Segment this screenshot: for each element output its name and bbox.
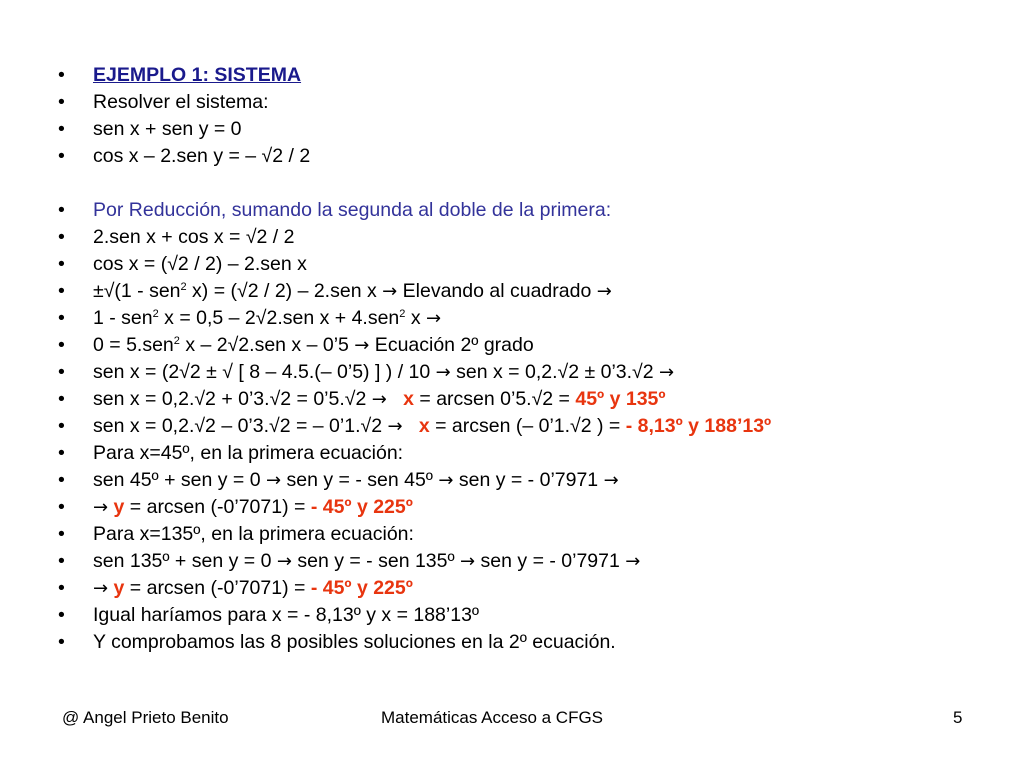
arrow-icon: →: [382, 281, 398, 302]
arrow-icon: →: [426, 308, 442, 329]
list-item: [58, 494, 998, 521]
line-text: sen y = - sen 45º: [281, 469, 439, 491]
bullet: •: [58, 280, 65, 302]
arrow-icon: →: [371, 389, 387, 410]
bullet: •: [58, 334, 65, 356]
list-item: [58, 278, 998, 305]
solution-x: - 8,13º y 188’13º: [625, 415, 772, 437]
list-item: [58, 305, 998, 332]
line-text: 1 - sen: [93, 307, 153, 329]
exponent: 2: [180, 281, 187, 293]
bullet: •: [58, 64, 65, 86]
bullet: •: [58, 199, 65, 221]
exponent: 2: [173, 335, 180, 347]
line-text: sen 45º + sen y = 0: [93, 469, 266, 491]
bullet: •: [58, 523, 65, 545]
bullet: •: [58, 577, 65, 599]
line-text: Ecuación 2º grado: [369, 334, 534, 356]
bullet: •: [58, 604, 65, 626]
list-item: [58, 467, 998, 494]
bullet: •: [58, 496, 65, 518]
line-text: sen y = - 0’7971: [475, 550, 626, 572]
bullet: •: [58, 388, 65, 410]
list-item: [58, 62, 998, 89]
line-text: sen x = (2√2 ± √ [ 8 – 4.5.(– 0’5) ] ) / 10: [93, 361, 436, 383]
list-item: [58, 332, 998, 359]
arrow-icon: →: [625, 551, 641, 572]
list-item: [58, 359, 998, 386]
variable-x: x: [403, 388, 414, 410]
list-item: [58, 89, 998, 116]
line-text: sen x = 0,2.√2 – 0’3.√2 = – 0’1.√2: [93, 415, 388, 437]
method-heading: Por Reducción, sumando la segunda al doble de la primera:: [93, 199, 612, 221]
bullet: •: [58, 145, 65, 167]
list-item: [58, 143, 998, 170]
arrow-icon: →: [438, 470, 454, 491]
variable-y: y: [113, 577, 125, 599]
arrow-icon: →: [387, 416, 403, 437]
list-item: [58, 386, 998, 413]
bullet: •: [58, 550, 65, 572]
arrow-icon: →: [354, 335, 370, 356]
equation-1: sen x + sen y = 0: [93, 118, 242, 140]
line-text: = arcsen (-0’7071) =: [124, 496, 311, 518]
line-text: sen y = - 0’7971: [453, 469, 604, 491]
line-text: cos x = (√2 / 2) – 2.sen x: [93, 253, 307, 275]
list-item: [58, 629, 998, 656]
footer-course: Matemáticas Acceso a CFGS: [381, 708, 604, 727]
line-text: sen x = 0,2.√2 + 0’3.√2 = 0’5.√2: [93, 388, 372, 410]
arrow-icon: →: [93, 497, 109, 518]
arrow-icon: →: [596, 281, 612, 302]
line-text: sen x = 0,2.√2 ± 0’3.√2: [450, 361, 659, 383]
list-item: [58, 197, 998, 224]
equation-2: cos x – 2.sen y = – √2 / 2: [93, 145, 311, 167]
line-text: = arcsen 0’5.√2 =: [413, 388, 576, 410]
arrow-icon: →: [93, 578, 109, 599]
bullet: •: [58, 442, 65, 464]
bullet: •: [58, 307, 65, 329]
bullet: •: [58, 118, 65, 140]
arrow-icon: →: [659, 362, 675, 383]
line-text: sen 135º + sen y = 0: [93, 550, 277, 572]
arrow-icon: →: [460, 551, 476, 572]
exponent: 2: [152, 308, 159, 320]
bullet: •: [58, 469, 65, 491]
list-item: [58, 575, 998, 602]
bullet: •: [58, 361, 65, 383]
line-text: Para x=45º, en la primera ecuación:: [93, 442, 404, 464]
arrow-icon: →: [435, 362, 451, 383]
bullet: •: [58, 226, 65, 248]
list-item: [58, 224, 998, 251]
footer-author: @ Angel Prieto Benito: [62, 708, 229, 727]
line-text: 2.sen x + cos x = √2 / 2: [93, 226, 295, 248]
solution-y: - 45º y 225º: [310, 577, 413, 599]
line-text: 0 = 5.sen: [93, 334, 174, 356]
line-text: Resolver el sistema:: [93, 91, 269, 113]
list-item: [58, 602, 998, 629]
solution-y: - 45º y 225º: [310, 496, 413, 518]
line-text: ±√(1 - sen: [93, 280, 181, 302]
arrow-icon: →: [603, 470, 619, 491]
line-text: = arcsen (-0’7071) =: [124, 577, 311, 599]
list-item: [58, 251, 998, 278]
line-text: x) = (√2 / 2) – 2.sen x: [186, 280, 383, 302]
line-text: x: [405, 307, 426, 329]
arrow-icon: →: [276, 551, 292, 572]
line-text: Para x=135º, en la primera ecuación:: [93, 523, 414, 545]
slide-title: EJEMPLO 1: SISTEMA: [93, 64, 302, 86]
variable-x: x: [418, 415, 430, 437]
list-item: [58, 440, 998, 467]
line-text: Igual haríamos para x = - 8,13º y x = 188’13º: [93, 604, 480, 626]
line-text: = arcsen (– 0’1.√2 ) =: [429, 415, 626, 437]
exponent: 2: [399, 308, 406, 320]
list-item: [58, 116, 998, 143]
bullet: •: [58, 91, 65, 113]
line-text: Y comprobamos las 8 posibles soluciones en la 2º ecuación.: [93, 631, 616, 653]
line-text: sen y = - sen 135º: [291, 550, 461, 572]
bullet: •: [58, 631, 65, 653]
solution-x: 45º y 135º: [575, 388, 666, 410]
line-text: x = 0,5 – 2√2.sen x + 4.sen: [158, 307, 400, 329]
list-item: [58, 413, 998, 440]
list-item: [58, 521, 998, 548]
variable-y: y: [113, 496, 125, 518]
bullet-list: [58, 62, 998, 656]
arrow-icon: →: [266, 470, 282, 491]
bullet: •: [58, 415, 65, 437]
list-item: [58, 548, 998, 575]
bullet: •: [58, 253, 65, 275]
line-text: Elevando al cuadrado: [397, 280, 597, 302]
page-number: 5: [953, 708, 963, 727]
line-text: x – 2√2.sen x – 0’5: [179, 334, 355, 356]
